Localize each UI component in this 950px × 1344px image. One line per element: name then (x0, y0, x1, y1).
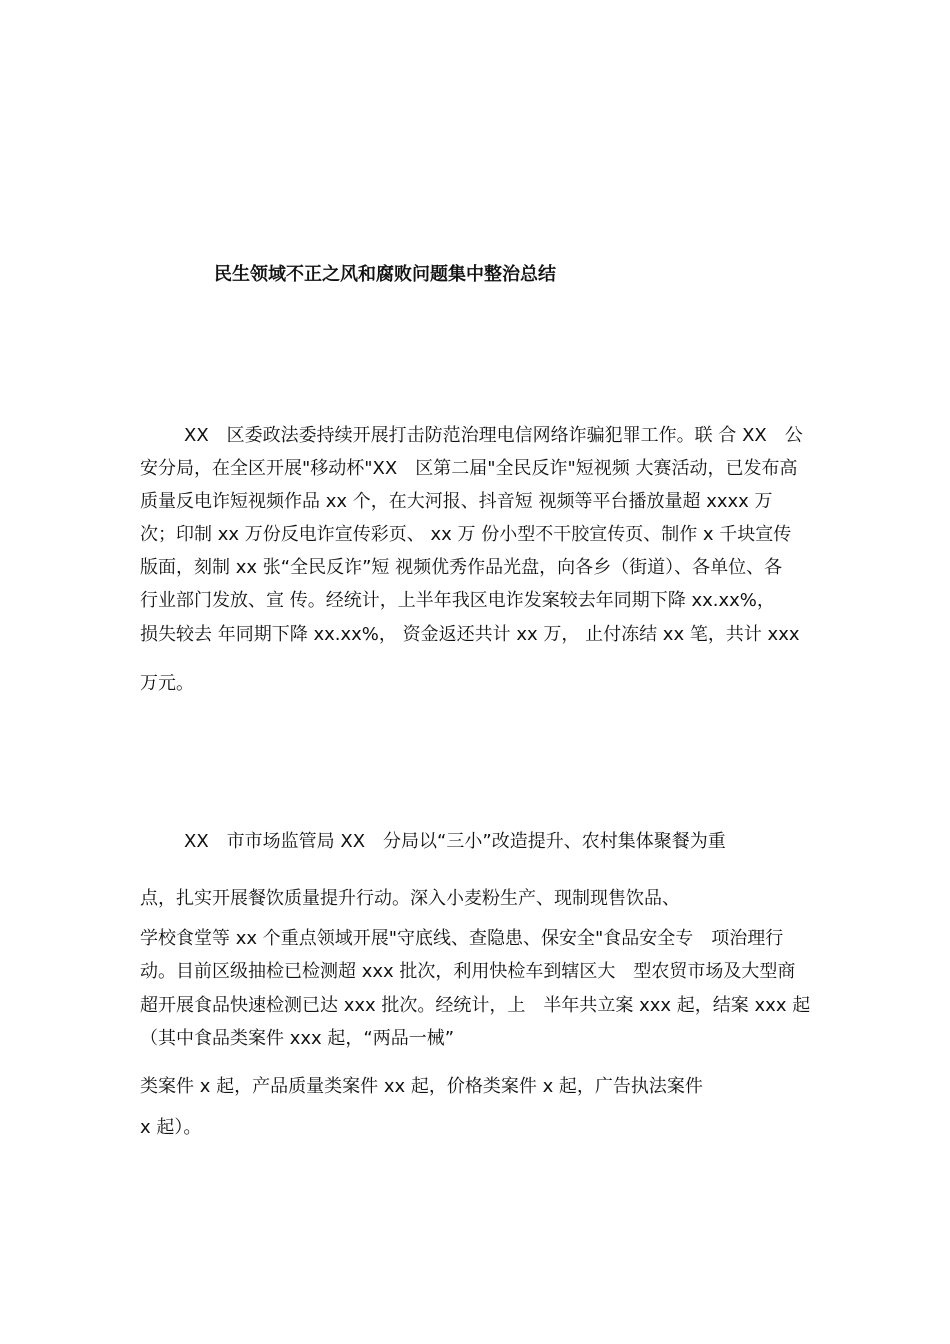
paragraph-2-line-8: x 起）。 (140, 1117, 202, 1138)
paragraph-1-line-7: 损失较去 年同期下降 xx.xx%， 资金返还共计 xx 万， 止付冻结 xx 笔，共计 xxx (140, 624, 800, 645)
paragraph-1-line-6: 行业部门发放、宣 传。经统计，上半年我区电诈发案较去年同期下降 xx.xx%， (140, 590, 775, 611)
paragraph-1-line-8: 万元。 (140, 673, 194, 694)
document-title: 民生领域不正之风和腐败问题集中整治总结 (214, 264, 556, 285)
paragraph-2-line-6: （其中食品类案件 xxx 起，“两品一械” (140, 1028, 455, 1049)
paragraph-2-line-1: XX 市市场监管局 XX 分局以“三小”改造提升、农村集体聚餐为重 (184, 831, 726, 852)
paragraph-1-line-3: 质量反电诈短视频作品 xx 个，在大河报、抖音短 视频等平台播放量超 xxxx 万 (140, 491, 773, 512)
paragraph-1-line-2: 安分局，在全区开展"移动杯"XX 区第二届"全民反诈"短视频 大赛活动，已发布高 (140, 458, 798, 479)
paragraph-1-line-4: 次；印制 xx 万份反电诈宣传彩页、 xx 万 份小型不干胶宣传页、制作 x 千块宣传 (140, 524, 792, 545)
paragraph-1-line-5: 版面，刻制 xx 张“全民反诈”短 视频优秀作品光盘，向各乡（街道）、各单位、各 (140, 557, 783, 578)
paragraph-2-line-5: 超开展食品快速检测已达 xxx 批次。经统计，上 半年共立案 xxx 起，结案 xxx 起 (140, 995, 811, 1016)
paragraph-1-line-1: XX 区委政法委持续开展打击防范治理电信网络诈骗犯罪工作。联 合 XX 公 (184, 425, 803, 446)
paragraph-2-line-3: 学校食堂等 xx 个重点领域开展"守底线、查隐患、保安全"食品安全专 项治理行 (140, 928, 784, 949)
paragraph-2-line-2: 点，扎实开展餐饮质量提升行动。深入小麦粉生产、现制现售饮品、 (140, 888, 680, 909)
paragraph-2-line-4: 动。目前区级抽检已检测超 xxx 批次，利用快检车到辖区大 型农贸市场及大型商 (140, 961, 796, 982)
paragraph-2-line-7: 类案件 x 起，产品质量类案件 xx 起，价格类案件 x 起，广告执法案件 (140, 1076, 703, 1097)
